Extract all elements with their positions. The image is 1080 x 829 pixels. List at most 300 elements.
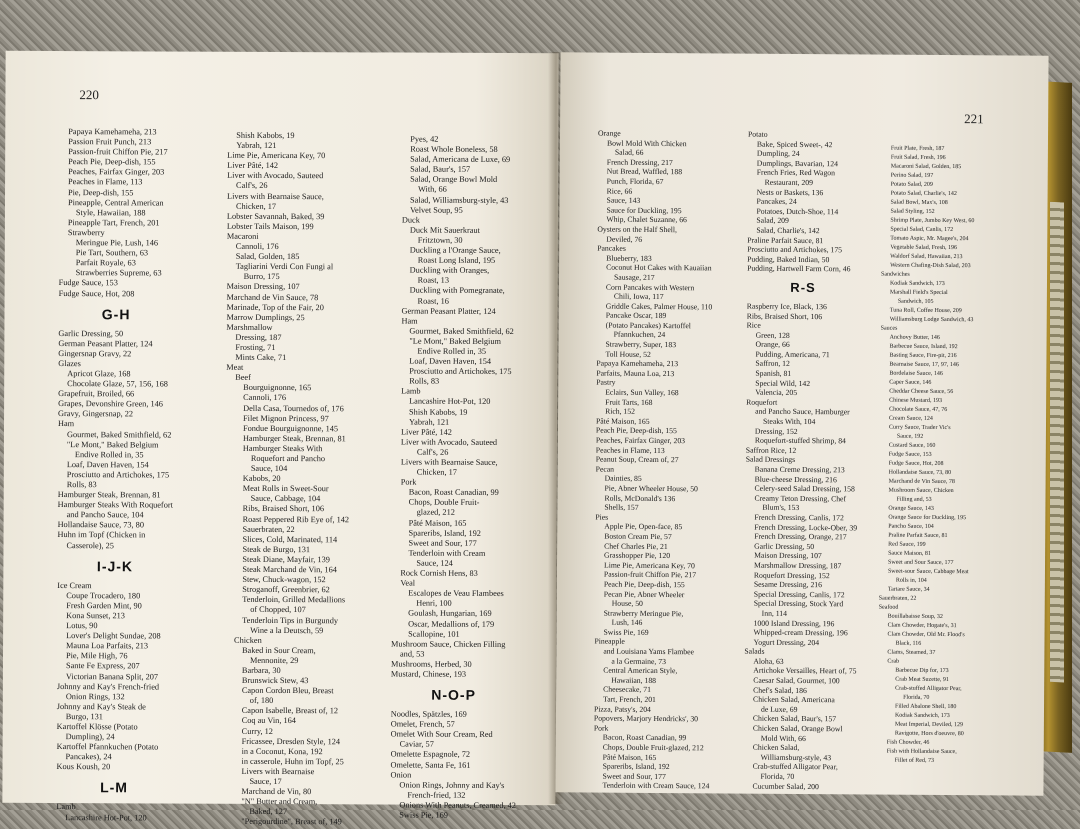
- index-entry: Hollandaise Sauce, 73, 80: [888, 469, 952, 477]
- section-heading: R-S: [790, 279, 816, 295]
- index-entry: Barbecue Sauce, Island, 192: [889, 343, 958, 351]
- index-entry: Filling and, 53: [896, 496, 932, 503]
- index-entry: Sweet-sour Sauce, Cabbage Meat: [887, 568, 969, 576]
- index-entry: Clams, Steamed, 37: [887, 649, 936, 656]
- index-entry: Onion Rings, 132: [65, 691, 125, 702]
- index-entry: Florida, 70: [903, 694, 930, 701]
- index-entry: Saffron, 12: [755, 359, 790, 369]
- index-entry: Prosciutto and Artichokes, 175: [66, 469, 170, 480]
- index-entry: Artichoke Versailles, Heart of, 75: [753, 666, 857, 676]
- index-entry: Apricot Glaze, 168: [67, 369, 131, 379]
- index-entry: Roast, 13: [417, 275, 450, 286]
- index-entry: Pecan Pie, Abner Wheeler: [603, 589, 685, 599]
- index-entry: Garlic Dressing, 50: [754, 541, 815, 551]
- index-entry: Tenderloin, Grilled Medallions: [242, 595, 346, 605]
- index-entry: Griddle Cakes, Palmer House, 110: [605, 301, 713, 312]
- index-entry: Loaf, Daven Haven, 154: [66, 459, 149, 470]
- index-entry: Sandwiches: [881, 271, 910, 278]
- index-entry: Glazes: [58, 358, 81, 369]
- index-entry: Red Sauce, 199: [888, 541, 926, 548]
- index-entry: Chef Charles Pie, 21: [604, 541, 668, 551]
- section-heading: L-M: [100, 779, 129, 796]
- index-entry: Fudge Sauce, 153: [888, 451, 932, 458]
- index-entry: Sauce for Duckling, 195: [606, 205, 682, 215]
- index-entry: of, 180: [249, 696, 274, 706]
- index-entry: Cannoli, 176: [243, 393, 287, 403]
- index-entry: Goulash, Hungarian, 169: [408, 608, 492, 619]
- index-entry: Peach Pie, Deep-dish, 155: [595, 425, 677, 436]
- index-entry: Kabobs, 20: [242, 474, 281, 484]
- index-entry: Marchand de Vin Sauce, 78: [888, 478, 955, 486]
- index-entry: Burro, 175: [243, 272, 280, 282]
- index-entry: Potatoes, Dutch-Shoe, 114: [756, 206, 839, 216]
- index-entry: Filled Abalone Shell, 180: [895, 703, 957, 711]
- index-entry: Dressing, 187: [235, 332, 282, 342]
- index-entry: Frosting, 71: [235, 342, 276, 352]
- index-entry: Orange Sauce, 143: [888, 505, 934, 512]
- index-entry: Salad, Golden, 185: [235, 251, 300, 262]
- index-entry: Potato: [747, 129, 768, 139]
- index-entry: Roast Long Island, 195: [417, 255, 496, 266]
- index-entry: glazed, 212: [416, 508, 455, 518]
- page-block-edge: [1050, 202, 1064, 683]
- index-entry: Beef: [235, 373, 251, 383]
- index-entry: Victorian Banana Split, 207: [65, 671, 159, 681]
- index-entry: Cannoli, 176: [235, 241, 279, 252]
- index-entry: Rich, 152: [605, 406, 636, 417]
- index-entry: Gravy, Gingersnap, 22: [58, 409, 134, 419]
- index-entry: Coq au Vin, 164: [241, 716, 296, 726]
- index-entry: Passion-fruit Chiffon Pie, 217: [68, 147, 168, 157]
- index-entry: Calf's, 26: [236, 181, 268, 191]
- index-entry: Roast Peppered Rib Eye of, 142: [242, 514, 350, 524]
- index-entry: Banana Creme Dressing, 213: [754, 464, 845, 475]
- index-entry: Baked in Sour Cream,: [242, 645, 316, 655]
- index-entry: German Peasant Platter, 124: [401, 306, 496, 316]
- index-entry: Rock Cornish Hens, 83: [400, 568, 478, 578]
- index-entry: Marchand de Vin Sauce, 78: [226, 292, 319, 302]
- index-entry: Brunswick Stew, 43: [241, 675, 309, 686]
- index-entry: Chicken Salad, Americana: [753, 694, 835, 705]
- index-entry: Rolls, 83: [409, 376, 440, 386]
- index-entry: Sauce, 124: [416, 558, 453, 568]
- index-entry: Chili, Iowa, 117: [613, 291, 664, 302]
- index-entry: Salads: [744, 646, 765, 657]
- index-entry: Tenderloin with Cream Sauce, 124: [602, 780, 710, 791]
- index-entry: Stew, Chuck-wagon, 152: [242, 574, 326, 585]
- index-entry: Kona Sunset, 213: [66, 611, 125, 621]
- index-entry: Salad, Baur's, 157: [410, 164, 471, 175]
- index-entry: Punch, Florida, 67: [606, 176, 664, 186]
- index-entry: Toll House, 52: [605, 349, 651, 359]
- index-entry: Bourguignonne, 165: [243, 383, 312, 393]
- index-entry: "Le Mont," Baked Belgium: [66, 439, 159, 450]
- index-entry: (Potato Pancakes) Kartoffel: [605, 320, 691, 331]
- index-entry: Chops, Double Fruit-glazed, 212: [602, 742, 704, 753]
- index-entry: Salad, Orange Bowl Mold: [410, 174, 498, 185]
- index-entry: Lush, 146: [611, 617, 643, 628]
- index-entry: Fruit Salad, Fresh, 196: [890, 154, 946, 161]
- index-entry: Chicken Salad,: [752, 742, 800, 753]
- index-entry: Kodiak Sandwich, 173: [894, 712, 950, 720]
- index-entry: Roquefort-stuffed Shrimp, 84: [754, 435, 846, 446]
- index-entry: Spareribs, Island, 192: [408, 528, 481, 538]
- index-entry: Meat Imperial, Deviled, 129: [894, 721, 964, 729]
- index-entry: Barbecue Dip for, 173: [895, 667, 949, 675]
- index-entry: Lamb: [401, 386, 421, 396]
- index-entry: Peanut Soup, Cream of, 27: [595, 454, 679, 465]
- index-entry: Escalopes de Veau Flambees: [408, 588, 504, 599]
- index-entry: Boston Cream Pie, 57: [604, 531, 672, 542]
- section-heading: G-H: [101, 305, 131, 322]
- index-column: [224, 131, 351, 828]
- index-entry: Chocolate Glaze, 57, 156, 168: [67, 379, 168, 389]
- index-entry: French Fries, Red Wagon: [756, 168, 836, 178]
- index-entry: Caper Sauce, 146: [889, 379, 932, 386]
- index-entry: Liver with Avocado, Sauteed: [400, 437, 498, 447]
- index-entry: Oysters on the Half Shell,: [597, 224, 678, 235]
- page-number: 220: [79, 87, 99, 103]
- index-entry: Pudding, Hartwell Farm Corn, 46: [747, 263, 851, 274]
- index-entry: French Dressing, Orange, 217: [754, 531, 847, 542]
- index-entry: Dumplings, Bavarian, 124: [756, 158, 838, 169]
- index-entry: Eclairs, Sun Valley, 168: [605, 387, 679, 398]
- index-entry: de Luxe, 69: [760, 704, 798, 714]
- index-entry: Marinade, Top of the Fair, 20: [226, 302, 324, 312]
- index-entry: Tomato Aspic, Mr. Magee's, 204: [890, 235, 969, 243]
- index-entry: Passion Fruit Punch, 213: [68, 137, 152, 147]
- index-entry: Kodiak Sandwich, 173: [889, 280, 945, 287]
- index-entry: Salad, 66: [614, 147, 644, 158]
- index-entry: Pfannkuchen, 24: [613, 330, 666, 340]
- index-entry: Rolls in, 104: [895, 577, 927, 584]
- index-entry: Peaches, Fairfax Ginger, 203: [68, 167, 165, 177]
- index-entry: Baked, 127: [249, 807, 288, 817]
- index-entry: Roast, 16: [417, 296, 449, 306]
- index-entry: Livers with Bearnaise Sauce,: [400, 457, 498, 467]
- index-entry: Cucumber Salad, 200: [752, 781, 819, 791]
- index-entry: Sauce Maison, 81: [888, 550, 931, 557]
- index-entry: Ribs, Braised Short, 106: [242, 504, 325, 514]
- index-entry: Pâté Maison, 165: [595, 416, 650, 426]
- index-entry: "Le Mont," Baked Belgium: [409, 336, 501, 346]
- index-entry: Williamsburg Lodge Sandwich, 43: [889, 316, 974, 324]
- index-entry: Noodles, Spätzles, 169: [390, 709, 467, 719]
- index-entry: Spanish, 81: [755, 368, 792, 378]
- index-entry: Sauce, 17: [249, 776, 282, 787]
- index-entry: Fondue Bourguignonne, 145: [242, 423, 339, 433]
- index-entry: Peach Pie, Deep-dish, 155: [68, 157, 156, 167]
- index-entry: Peaches in Flame, 113: [68, 177, 143, 187]
- index-entry: Slices, Cold, Marinated, 114: [242, 534, 338, 544]
- index-entry: Tagliarini Verdi Con Fungi al: [235, 262, 334, 272]
- index-entry: Dressing, 152: [754, 426, 798, 436]
- index-entry: Hollandaise Sauce, 73, 80: [57, 520, 145, 530]
- index-column: [593, 129, 713, 792]
- index-entry: Mushrooms, Herbed, 30: [390, 659, 472, 669]
- index-entry: Pie Tart, Southern, 63: [75, 248, 149, 258]
- index-entry: Fudge Sauce, Hot, 208: [888, 460, 944, 467]
- index-entry: Apple Pie, Open-face, 85: [604, 521, 683, 532]
- index-entry: Chicken: [234, 635, 262, 645]
- index-entry: Fricassee, Dresden Style, 124: [241, 736, 341, 746]
- index-entry: Pudding, Americana, 71: [755, 349, 830, 360]
- index-entry: Sauerbraten, 22: [878, 595, 917, 602]
- index-entry: Green, 128: [755, 330, 790, 340]
- index-entry: Rolls, McDonald's 136: [604, 493, 676, 503]
- index-entry: Liver with Avocado, Sauteed: [227, 171, 324, 181]
- index-entry: Grapefruit, Broiled, 66: [58, 389, 135, 399]
- index-entry: Dumpling), 24: [65, 732, 115, 742]
- index-entry: Orange: [597, 128, 621, 138]
- index-entry: Duckling a l'Orange Sauce,: [409, 245, 501, 255]
- index-entry: With, 66: [418, 185, 447, 195]
- index-entry: Creamy Teton Dressing, Chef: [754, 493, 847, 504]
- index-entry: Pancakes, 24: [756, 196, 797, 207]
- index-entry: Pineapple Tart, French, 201: [67, 217, 160, 228]
- index-entry: Perino Salad, 197: [890, 172, 934, 179]
- index-entry: Marshmallow: [226, 322, 273, 332]
- index-entry: Sausage, 217: [613, 272, 655, 282]
- index-entry: Mushroom Sauce, Chicken Filling: [391, 639, 506, 649]
- index-entry: Salad Styling, 152: [890, 208, 935, 215]
- index-entry: Tenderloin Tips in Burgundy: [242, 615, 339, 625]
- section-heading: I-J-K: [96, 557, 134, 575]
- index-entry: Orange Sauce for Duckling, 195: [888, 514, 967, 522]
- index-entry: Stroganoff, Greenbrier, 62: [242, 585, 330, 595]
- index-entry: Florida, 70: [760, 771, 795, 781]
- index-entry: Whipped-cream Dressing, 196: [753, 627, 848, 638]
- index-entry: in casserole, Huhn im Topf, 25: [241, 756, 344, 767]
- index-entry: Sweet and Sour, 177: [408, 538, 477, 548]
- index-entry: Prosciutto and Artichokes, 175: [409, 366, 512, 377]
- index-entry: Praline Parfait Sauce, 81: [747, 235, 824, 245]
- index-entry: Johnny and Kay's French-fried: [56, 681, 160, 692]
- index-entry: Special Dressing, Canlis, 172: [753, 589, 845, 600]
- index-entry: Peach Pie, Deep-dish, 155: [603, 579, 685, 590]
- index-entry: Macaroni: [226, 231, 259, 241]
- index-entry: Pecan: [595, 464, 615, 474]
- index-entry: Fish with Hollandaise Sauce,: [886, 748, 957, 756]
- index-entry: Peaches in Flame, 113: [595, 445, 665, 455]
- index-entry: Marshmallow Dressing, 187: [753, 560, 842, 571]
- index-entry: Shells, 157: [604, 502, 639, 513]
- index-column: [56, 127, 174, 823]
- index-entry: Sweet and Sour Sauce, 177: [888, 559, 954, 567]
- index-entry: Steak Marchand de Vin, 164: [242, 564, 337, 575]
- index-entry: Marrow Dumplings, 25: [226, 312, 305, 322]
- index-entry: Cream Sauce, 124: [889, 415, 933, 422]
- index-entry: Tuna Roll, Coffee House, 209: [889, 307, 962, 315]
- index-entry: Lobster Tails Maison, 199: [226, 221, 314, 231]
- index-entry: Marshall Field's Special: [889, 289, 948, 297]
- index-entry: Inn, 114: [761, 608, 788, 618]
- index-entry: Bouillabaisse Soup, 32: [887, 613, 943, 620]
- index-entry: Capon Isabelle, Breast of, 12: [241, 706, 339, 716]
- index-entry: Scallopine, 101: [408, 629, 460, 639]
- index-entry: Chops, Double Fruit-: [408, 497, 480, 508]
- index-entry: Hamburger Steaks With: [242, 443, 323, 454]
- index-entry: Liver Pâté, 142: [227, 161, 279, 171]
- index-entry: Valencia, 205: [755, 387, 798, 398]
- index-entry: Clam Chowder, Old Mr. Flood's: [887, 631, 965, 639]
- index-entry: Omelet With Sour Cream, Red: [390, 729, 493, 740]
- index-entry: House, 50: [611, 598, 643, 608]
- index-entry: Yabrah, 121: [236, 140, 277, 151]
- index-entry: Cheesecake, 71: [603, 685, 651, 695]
- index-entry: Crab Meat Suzette, 91: [895, 676, 949, 684]
- index-entry: Swiss Pie, 169: [603, 627, 649, 637]
- index-entry: Chocolate Sauce, 47, 76: [889, 406, 948, 414]
- index-entry: Passion-fruit Chiffon Pie, 217: [603, 569, 697, 580]
- index-entry: Yabrah, 121: [409, 417, 450, 427]
- index-entry: Salad Dressings: [745, 455, 796, 465]
- index-entry: Chicken, 17: [416, 467, 457, 477]
- index-entry: Calf's, 26: [416, 447, 449, 457]
- index-entry: Shrimp Plate, Jumbo Key West, 60: [890, 217, 975, 225]
- index-entry: Bake, Spiced Sweet-, 42: [756, 139, 833, 149]
- index-entry: Filet Mignon Princess, 97: [243, 413, 329, 423]
- index-entry: Restaurant, 209: [764, 177, 813, 188]
- index-entry: Bacon, Roast Canadian, 99: [408, 487, 499, 498]
- index-entry: Macaroni Salad, Golden, 185: [890, 163, 962, 171]
- index-entry: Ravigotte, Hors d'oeuvre, 80: [894, 730, 964, 738]
- index-entry: Black, 116: [895, 640, 922, 647]
- index-entry: Sante Fe Express, 207: [65, 661, 140, 671]
- index-entry: Mints Cake, 71: [235, 352, 287, 363]
- index-entry: Lotus, 90: [66, 621, 98, 631]
- index-entry: Ham: [401, 316, 418, 326]
- index-entry: Bowl Mold With Chicken: [606, 138, 687, 148]
- index-entry: Capon Cordon Bleu, Breast: [241, 685, 334, 696]
- index-entry: Crab: [887, 658, 900, 665]
- index-entry: Rice: [746, 320, 761, 330]
- index-entry: Chef's Salad, 186: [753, 685, 807, 695]
- index-entry: Sesame Dressing, 216: [753, 579, 823, 590]
- index-entry: Style, Hawaiian, 188: [75, 207, 146, 218]
- index-entry: Orange, 66: [755, 339, 790, 350]
- index-entry: Meat: [226, 362, 244, 372]
- index-entry: Steak de Burgo, 131: [242, 544, 311, 554]
- index-entry: Omelette Espagnole, 72: [390, 749, 471, 760]
- index-entry: Sauce, 143: [606, 195, 641, 206]
- index-entry: Tenderloin with Cream: [408, 548, 486, 558]
- index-entry: Oscar, Medallions of, 179: [408, 619, 495, 629]
- index-entry: Celery-seed Salad Dressing, 158: [754, 483, 855, 494]
- index-entry: of Chopped, 107: [250, 605, 306, 615]
- index-entry: Pork: [593, 723, 609, 733]
- index-entry: Waldorf Salad, Hawaiian, 213: [890, 253, 963, 261]
- index-entry: Omelet, French, 57: [390, 719, 455, 729]
- page-number: 221: [964, 111, 984, 127]
- index-entry: Pork: [400, 477, 417, 487]
- index-entry: Endive Rolled in, 35: [417, 346, 487, 356]
- index-entry: Mennonite, 29: [249, 655, 299, 665]
- index-entry: 1000 Island Dressing, 196: [753, 618, 835, 628]
- index-entry: Blueberry, 183: [606, 253, 652, 263]
- index-entry: Salad, 209: [756, 216, 789, 226]
- index-entry: Ham: [57, 419, 75, 429]
- index-entry: and, 53: [399, 649, 425, 659]
- index-entry: Caviar, 57: [399, 739, 434, 750]
- index-entry: Blue-cheese Dressing, 216: [754, 474, 837, 484]
- index-entry: Mushroom Sauce, Chicken: [888, 487, 954, 495]
- index-entry: Pineapple: [594, 637, 625, 647]
- index-entry: French Dressing, Canlis, 172: [754, 512, 844, 523]
- index-entry: Nests or Baskets, 136: [756, 187, 824, 197]
- index-entry: "Perigourdine", Breast of, 149: [241, 817, 342, 827]
- index-entry: Barbara, 30: [241, 665, 281, 675]
- index-entry: Bordelaise Sauce, 146: [889, 370, 943, 377]
- index-column: [743, 130, 860, 792]
- index-entry: Special Salad, Canlis, 172: [890, 226, 954, 234]
- index-entry: Sandwich, 105: [897, 298, 934, 305]
- index-entry: Swiss Pie, 169: [399, 810, 448, 820]
- index-entry: Dumpling, 24: [756, 148, 800, 159]
- index-entry: Maison Dressing, 107: [226, 282, 300, 292]
- index-entry: Salad, Williamsburg-style, 43: [409, 195, 509, 205]
- index-entry: Chicken Salad, Baur's, 157: [752, 714, 837, 724]
- index-entry: Hawaiian, 188: [611, 675, 657, 685]
- index-entry: Salad Bowl, Max's, 108: [890, 199, 948, 207]
- index-entry: Pies: [595, 512, 609, 522]
- index-entry: Hamburger Steak, Brennan, 81: [242, 433, 346, 444]
- index-entry: Aloha, 63: [753, 656, 784, 666]
- index-entry: Vegetable Salad, Fresh, 196: [890, 244, 958, 252]
- index-entry: Bearnaise Sauce, 17, 97, 146: [889, 361, 959, 369]
- index-entry: Rolls, 83: [66, 480, 97, 490]
- index-entry: Spareribs, Island, 192: [602, 761, 670, 772]
- index-entry: Velvet Soup, 95: [409, 205, 463, 215]
- index-entry: Gourmet, Baked Smithfield, 62: [66, 429, 172, 440]
- index-entry: French Dressing, Locke-Ober, 39: [754, 522, 858, 532]
- index-entry: Central American Style,: [603, 665, 678, 676]
- index-entry: Liver Pâté, 142: [400, 427, 452, 437]
- index-entry: Endive Rolled in, 35: [74, 449, 144, 460]
- index-entry: Kous Koush, 20: [56, 762, 111, 772]
- index-entry: Livers with Bearnaise: [241, 766, 315, 777]
- index-entry: Roquefort Dressing, 152: [753, 570, 830, 580]
- index-entry: Fudge Sauce, Hot, 208: [58, 288, 135, 298]
- index-entry: Sauce, 104: [250, 463, 288, 474]
- index-entry: Hamburger Steaks With Roquefort: [57, 500, 173, 510]
- index-entry: Della Casa, Tournedos of, 176: [243, 403, 344, 413]
- index-entry: Grasshopper Pie, 120: [604, 550, 671, 561]
- section-heading: N-O-P: [431, 686, 476, 703]
- index-entry: Duckling with Pomegranate,: [409, 285, 505, 296]
- index-entry: Western Chafing-Dish Salad, 203: [890, 262, 971, 270]
- index-entry: Potato Salad, 209: [890, 181, 933, 188]
- index-entry: Maison Dressing, 107: [754, 551, 822, 561]
- index-entry: Garlic Dressing, 50: [58, 328, 124, 338]
- index-entry: Mauna Loa Parfaits, 213: [66, 641, 149, 651]
- index-entry: Pie, Deep-dish, 155: [68, 187, 134, 197]
- index-entry: Crab-stuffed Alligator Pear,: [752, 762, 838, 772]
- index-entry: Caesar Salad, Gourmet, 100: [753, 675, 840, 686]
- index-entry: Gourmet, Baked Smithfield, 62: [409, 326, 514, 336]
- index-entry: Lover's Delight Sundae, 208: [66, 631, 161, 641]
- index-entry: Custard Sauce, 160: [888, 442, 936, 449]
- index-entry: Raspberry Ice, Black, 136: [746, 301, 827, 312]
- index-entry: Shish Kabobs, 19: [409, 407, 468, 417]
- index-entry: Sweet and Sour, 177: [602, 771, 666, 781]
- index-entry: Strawberry, Super, 183: [605, 339, 677, 350]
- index-entry: Seafood: [878, 604, 899, 611]
- index-entry: Papaya Kamehameha, 213: [596, 358, 679, 369]
- index-entry: Fresh Garden Mint, 90: [66, 600, 142, 611]
- index-entry: Livers with Bearnaise Sauce,: [226, 191, 324, 201]
- index-entry: Lamb: [56, 802, 76, 812]
